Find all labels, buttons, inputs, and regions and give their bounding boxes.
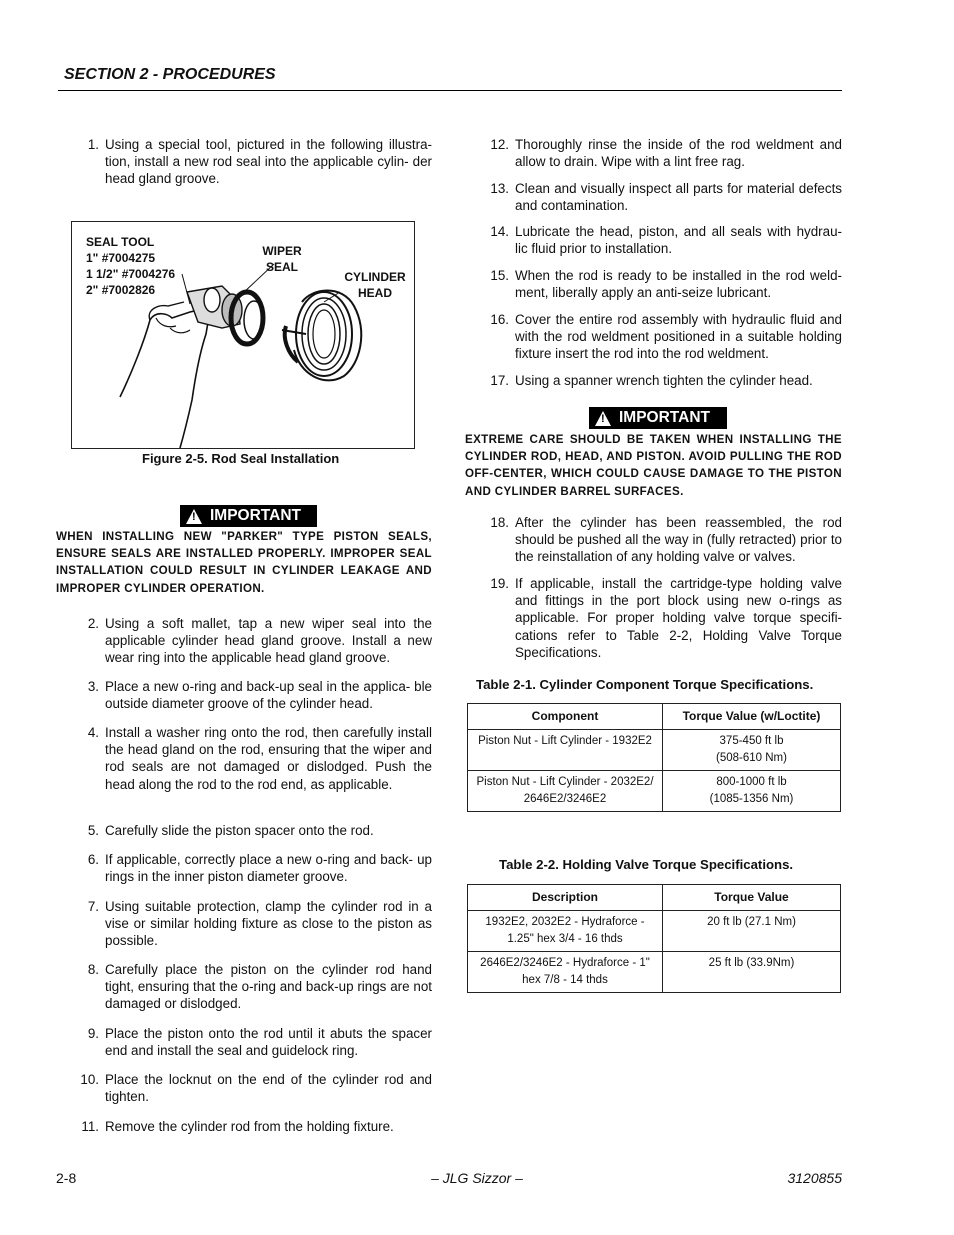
- step-11: [81, 1118, 432, 1135]
- step-text: Carefully slide the piston spacer onto the rod.: [105, 823, 374, 838]
- document-number: 3120855: [787, 1170, 842, 1186]
- step-text: If applicable, install the cartridge-type holding valve and fittings in the port block using new o-rings as applicable. For proper holding valve torque specifi- cations refer to Table 2-2, Holding Valve Torque Specifications.: [515, 576, 842, 660]
- important-label: IMPORTANT: [619, 409, 710, 426]
- step-number: 19.: [490, 576, 509, 591]
- table-cell: [468, 771, 663, 812]
- figure-caption: Figure 2-5. Rod Seal Installation: [142, 451, 340, 466]
- step-number: 9.: [87, 1026, 99, 1041]
- cell-text: hex 7/8 - 14 thds: [522, 974, 608, 986]
- step-14: [490, 223, 842, 257]
- step-text: Remove the cylinder rod from the holding fixture.: [105, 1119, 394, 1134]
- label-text: SEAL TOOL: [86, 235, 155, 249]
- step-number: 4.: [87, 725, 99, 740]
- cell-text: Piston Nut - Lift Cylinder - 2032E2/: [476, 776, 654, 788]
- step-text: Thoroughly rinse the inside of the rod weldment and allow to drain. Wipe with a lint free rag.: [515, 137, 842, 170]
- table-row: [468, 730, 841, 771]
- important-banner: [180, 505, 317, 527]
- column-header: Component: [468, 704, 663, 730]
- table-2-caption: Table 2-2. Holding Valve Torque Specifications.: [499, 857, 794, 872]
- table-cell: [663, 911, 841, 952]
- step-9: [87, 1025, 432, 1059]
- label-text: WIPER: [262, 244, 302, 258]
- column-header: Torque Value (w/Loctite): [663, 704, 841, 730]
- step-text: Using a soft mallet, tap a new wiper seal into the applicable cylinder head gland groove. Install a new wear ring into the applicable head gland groove.: [105, 616, 432, 666]
- step-number: 8.: [87, 962, 99, 977]
- step-number: 18.: [490, 515, 509, 530]
- cell-text: 1932E2, 2032E2 - Hydraforce -: [485, 916, 645, 928]
- step-18: [490, 514, 842, 566]
- step-number: 12.: [490, 137, 509, 152]
- header-rule: [58, 90, 842, 91]
- important-label: IMPORTANT: [210, 507, 301, 524]
- step-text: Install a washer ring onto the rod, then carefully install the head gland on the rod, ensuring that the wiper and rod seals are not damaged or dislodged. Push the head along the rod to the rod end, as applicable.: [105, 725, 432, 792]
- label-text: SEAL: [265, 260, 298, 274]
- table-row: [468, 952, 841, 993]
- table-cell: [468, 952, 663, 993]
- step-number: 7.: [87, 899, 99, 914]
- step-number: 11.: [81, 1119, 99, 1134]
- step-text: Cover the entire rod assembly with hydraulic fluid and with the rod weldment positioned in a suitable holding fixture insert the rod into the rod weldment.: [515, 312, 842, 362]
- table-row: [468, 771, 841, 812]
- step-text: Place a new o-ring and back-up seal in the applica- ble outside diameter groove of the cylinder head.: [105, 679, 432, 712]
- important-banner: [589, 407, 727, 429]
- table-cell: [663, 730, 841, 771]
- table-cell: [663, 952, 841, 993]
- cell-text: (508-610 Nm): [716, 752, 787, 764]
- label-text: 2" #7002826: [86, 283, 156, 297]
- section-header: SECTION 2 - PROCEDURES: [64, 66, 276, 83]
- cell-text: (1085-1356 Nm): [709, 793, 794, 805]
- label-text: 1 1/2" #7004276: [86, 267, 176, 281]
- step-text: Place the locknut on the end of the cylinder rod and tighten.: [105, 1072, 432, 1105]
- cylinder-torque-table: [467, 703, 841, 812]
- label-text: 1" #7004275: [86, 251, 156, 265]
- cylinder-head-label: [340, 269, 410, 301]
- step-number: 6.: [87, 852, 99, 867]
- label-text: HEAD: [357, 286, 392, 300]
- wiper-seal-label: [261, 243, 303, 275]
- step-number: 2.: [87, 616, 99, 631]
- warning-icon: !: [595, 411, 611, 426]
- step-number: 17.: [490, 373, 509, 388]
- step-number: 5.: [87, 823, 99, 838]
- cell-text: 800-1000 ft lb: [716, 776, 787, 788]
- label-text: CYLINDER: [344, 270, 406, 284]
- warning-icon: !: [186, 509, 202, 524]
- step-number: 3.: [87, 679, 99, 694]
- step-19: [490, 575, 842, 661]
- step-3: [87, 678, 432, 712]
- column-header: Torque Value: [663, 885, 841, 911]
- step-12: [490, 136, 842, 170]
- table-cell: [468, 911, 663, 952]
- step-10: [80, 1071, 432, 1105]
- step-1: [87, 136, 432, 188]
- important-warning-text: EXTREME CARE SHOULD BE TAKEN WHEN INSTALLING THE CYLINDER ROD, HEAD, AND PISTON. AVOID PULLING THE ROD OFF-CENTER, WHICH COULD CAUSE DAMAGE TO THE PISTON AND CYLINDER BARREL SURFACES.: [465, 433, 842, 498]
- step-text: If applicable, correctly place a new o-ring and back- up rings in the inner piston diameter groove.: [105, 852, 432, 885]
- step-5: [87, 822, 432, 839]
- step-7: [87, 898, 432, 950]
- cell-text: 2646E2/3246E2 - Hydraforce - 1": [480, 957, 650, 969]
- cell-text: Piston Nut - Lift Cylinder - 1932E2: [478, 735, 652, 747]
- step-2: [87, 615, 432, 667]
- rod-seal-figure: [71, 221, 415, 449]
- cell-text: 375-450 ft lb: [719, 735, 784, 747]
- step-text: Lubricate the head, piston, and all seals with hydrau- lic fluid prior to installation.: [515, 224, 842, 257]
- table-1-caption: Table 2-1. Cylinder Component Torque Specifications.: [476, 677, 814, 692]
- step-6: [87, 851, 432, 885]
- table-cell: [663, 771, 841, 812]
- step-text: Using a spanner wrench tighten the cylinder head.: [515, 373, 813, 388]
- step-text: Clean and visually inspect all parts for material defects and contamination.: [515, 181, 842, 214]
- step-number: 1.: [87, 137, 99, 152]
- step-15: [490, 267, 842, 301]
- step-16: [490, 311, 842, 363]
- seal-tool-label: [86, 234, 175, 298]
- step-number: 14.: [490, 224, 509, 239]
- cell-text: 1.25" hex 3/4 - 16 thds: [507, 933, 623, 945]
- table-header-row: [468, 885, 841, 911]
- step-8: [87, 961, 432, 1013]
- step-number: 13.: [490, 181, 509, 196]
- table-cell: [468, 730, 663, 771]
- step-13: [490, 180, 842, 214]
- step-4: [87, 724, 432, 793]
- important-warning-text: WHEN INSTALLING NEW "PARKER" TYPE PISTON SEALS, ENSURE SEALS ARE INSTALLED PROPERLY. IMPROPER SEAL INSTALLATION COULD RESULT IN CYLINDER LEAKAGE AND IMPROPER CYLINDER OPERATION.: [56, 530, 432, 595]
- footer-title: – JLG Sizzor –: [431, 1170, 523, 1186]
- cell-text: 20 ft lb (27.1 Nm): [707, 916, 796, 928]
- cell-text: 25 ft lb (33.9Nm): [708, 957, 795, 969]
- step-text: After the cylinder has been reassembled, the rod should be pushed all the way in (fully retracted) prior to the reinstallation of any holding valve or valves.: [515, 515, 842, 565]
- holding-valve-torque-table: [467, 884, 841, 993]
- table-header-row: [468, 704, 841, 730]
- step-text: Place the piston onto the rod until it abuts the spacer end and install the seal and guidelock ring.: [105, 1026, 432, 1059]
- table-row: [468, 911, 841, 952]
- page-number: 2-8: [56, 1170, 77, 1186]
- step-17: [490, 372, 842, 389]
- step-text: When the rod is ready to be installed in the rod weld- ment, liberally apply an anti-seize lubricant.: [515, 268, 842, 301]
- step-number: 16.: [490, 312, 509, 327]
- step-number: 15.: [490, 268, 509, 283]
- step-text: Carefully place the piston on the cylinder rod hand tight, ensuring that the o-ring and back-up rings are not damaged or dislodged.: [105, 962, 432, 1012]
- step-number: 10.: [80, 1072, 99, 1087]
- cell-text: 2646E2/3246E2: [523, 793, 607, 805]
- step-text: Using a special tool, pictured in the following illustra- tion, install a new rod seal into the applicable cylin- der head gland groove.: [105, 137, 432, 187]
- step-text: Using suitable protection, clamp the cylinder rod in a vise or similar holding fixture as close to the piston as possible.: [105, 899, 432, 949]
- column-header: Description: [468, 885, 663, 911]
